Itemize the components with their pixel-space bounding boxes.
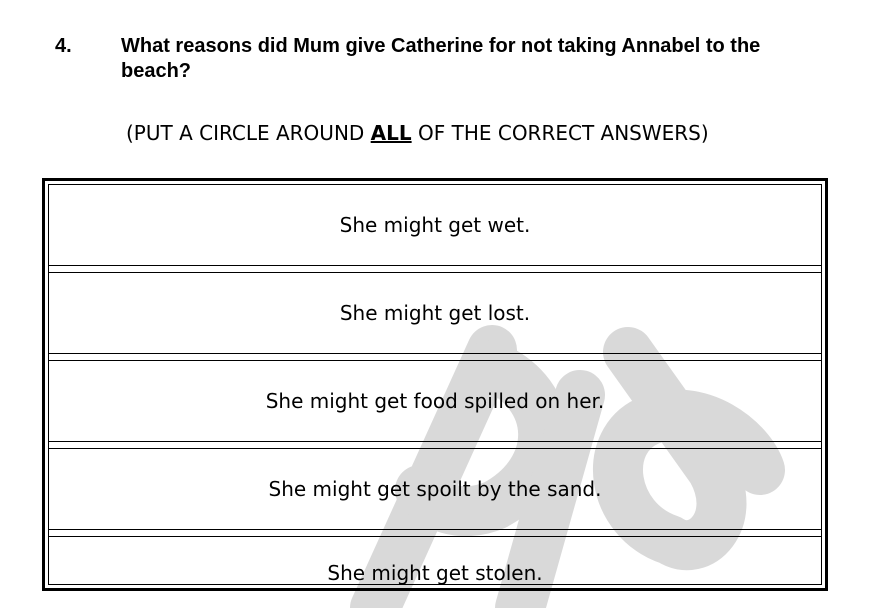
row-divider (49, 265, 821, 273)
instruction-before: (PUT A CIRCLE AROUND (126, 121, 371, 145)
row-divider (49, 441, 821, 449)
instruction-emphasis: ALL (370, 121, 412, 145)
answer-option-2[interactable]: She might get lost. (339, 301, 531, 325)
answer-table (42, 178, 828, 591)
row-divider (49, 353, 821, 361)
question-number: 4. (55, 35, 72, 57)
instruction-text (126, 119, 709, 147)
instruction-after: OF THE CORRECT ANSWERS) (411, 121, 709, 145)
answer-option-3[interactable]: She might get food spilled on her. (265, 389, 605, 413)
answer-option-4[interactable]: She might get spoilt by the sand. (268, 477, 602, 501)
question-text: What reasons did Mum give Catherine for not taking Annabel to the beach? (121, 35, 761, 82)
row-divider (49, 529, 821, 537)
answer-table-inner (48, 184, 822, 585)
answer-option-1[interactable]: She might get wet. (339, 213, 531, 237)
answer-option-5[interactable]: She might get stolen. (327, 561, 543, 585)
